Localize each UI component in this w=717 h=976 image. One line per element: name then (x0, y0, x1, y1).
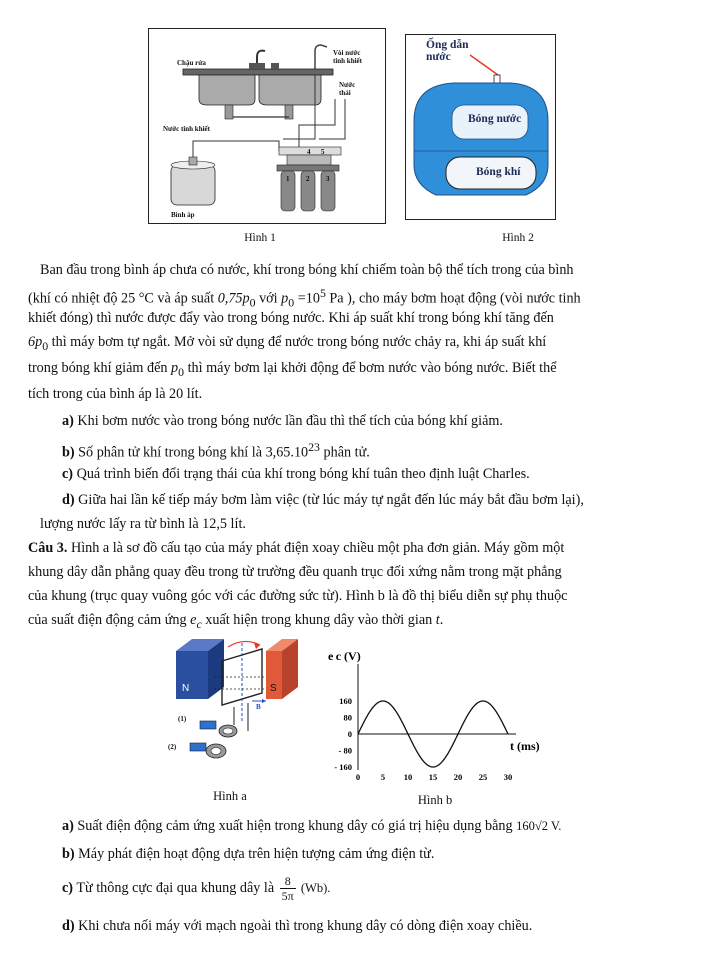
fraction-numerator: 8 (280, 874, 296, 889)
y-tick-label: - 160 (334, 762, 352, 772)
filter-number: 4 (307, 148, 311, 156)
paragraph-line: khiết đóng) thì nước được đẩy vào trong bóng nước. Khi áp suất khí trong bóng khí tăng đến (28, 310, 554, 326)
statement-3a (62, 818, 561, 835)
text-fragment: thì máy bơm tự ngắt. Mở vòi sử dụng để nước trong bóng nước chảy ra, khi áp suất khí (48, 334, 547, 350)
generator-diagram (168, 637, 310, 767)
figure-b-emf-chart (318, 649, 540, 790)
text-fragment: của suất điện động cảm ứng (28, 612, 191, 628)
x-tick-label: 30 (503, 772, 513, 782)
label-pressure-tank: Bình áp (171, 211, 195, 219)
statement-text: Từ thông cực đại qua khung dây là (73, 879, 278, 896)
statement-label: a) (62, 413, 74, 429)
label-pure-water: Nước tinh khiết (163, 125, 210, 133)
label-sink: Chậu rửa (177, 59, 206, 67)
math-t: t (435, 612, 440, 628)
math-value: 160√2 V. (516, 819, 562, 833)
text-fragment: trong bóng khí giảm đến (28, 360, 172, 376)
label-air-bag: Bóng khí (476, 166, 521, 178)
statement-c (62, 466, 530, 483)
text-fragment: (khí có nhiệt độ 25 °C và áp suất (28, 290, 218, 307)
statement-text: Số phân tử khí trong bóng khí là (74, 444, 266, 461)
filter-number: 3 (326, 175, 330, 183)
emf-chart-svg (318, 649, 540, 790)
statement-3b (62, 846, 434, 863)
x-tick-label: 15 (428, 772, 438, 782)
y-tick-label: 160 (339, 696, 352, 706)
caption-figure-1: Hình 1 (244, 232, 276, 244)
statement-text: Khi chưa nối máy với mạch ngoài thì trong khung dây có dòng điện xoay chiều. (74, 918, 533, 934)
caption-figure-2: Hình 2 (502, 232, 534, 244)
y-tick-label: 0 (347, 729, 352, 739)
figure-2-pressure-tank (405, 34, 556, 220)
filter-number: 2 (306, 175, 310, 183)
math-sub: c (196, 616, 202, 631)
math-p: 6p (28, 334, 43, 350)
statement-text: Giữa hai lần kế tiếp máy bơm làm việc (từ lúc máy tự ngắt đến lúc máy bắt đầu bơm lại), (74, 492, 584, 508)
statement-label: a) (62, 818, 74, 834)
figure-1-ro-system (148, 28, 386, 224)
statement-label: c) (62, 879, 74, 896)
x-tick-label: 5 (380, 772, 386, 782)
x-axis-label: t (ms) (510, 739, 540, 753)
statement-text: Quá trình biến đổi trạng thái của khí trong bóng khí tuân theo định luật Charles. (73, 466, 530, 482)
question-text: Hình a là sơ đồ cấu tạo của máy phát điện xoay chiều một pha đơn giản. Máy gồm một (67, 540, 565, 556)
question-label: Câu 3. (28, 540, 68, 556)
statement-a (62, 413, 503, 430)
text-fragment: xuất hiện trong khung dây vào thời gian (201, 612, 436, 628)
y-tick-label: - 80 (338, 745, 352, 756)
x-tick-label: 20 (453, 772, 463, 782)
label-ring-2: (2) (168, 743, 177, 751)
unit: (Wb). (297, 880, 331, 895)
statement-text: Suất điện động cảm ứng xuất hiện trong khung dây có giá trị hiệu dụng bằng (73, 818, 517, 834)
x-tick-label: 10 (403, 772, 413, 782)
math-p: p (281, 290, 289, 307)
statement-b (62, 440, 370, 462)
text-fragment: Pa ), cho máy bơm hoạt động (vòi nước tinh (325, 290, 581, 307)
statement-label: d) (62, 492, 75, 508)
statement-text: Máy phát điện hoạt động dựa trên hiện tượng cảm ứng điện từ. (74, 846, 435, 862)
math-e: e (190, 612, 197, 628)
caption-figure-b: Hình b (417, 793, 453, 807)
statement-label: b) (62, 846, 75, 862)
math-exponent: 23 (308, 440, 320, 454)
statement-text: phân tử. (319, 444, 370, 461)
statement-d-cont: lượng nước lấy ra từ bình là 12,5 lít. (40, 516, 246, 532)
label-waste-water: Nước thải (339, 81, 356, 97)
text-fragment: với (255, 290, 282, 307)
label-north-pole: N (182, 683, 190, 694)
question-3 (28, 540, 564, 557)
label-water-pipe: Ống dẫn nước (426, 39, 469, 63)
paragraph-line (28, 612, 443, 632)
label-field-b: B (256, 703, 261, 711)
math-p: p (171, 360, 179, 376)
statement-text: Khi bơm nước vào trong bóng nước lần đầu thì thể tích của bóng khí giảm. (73, 413, 503, 429)
statement-label: b) (62, 444, 75, 461)
math-value: 3,65.10 (265, 444, 309, 461)
label-pure-tap: Vòi nước tinh khiết (333, 49, 362, 65)
label-water-bag: Bóng nước (468, 113, 522, 125)
x-tick-label: 25 (478, 772, 488, 782)
text-fragment: . (439, 612, 444, 628)
text-fragment: thì máy bơm lại khởi động để bơm nước vào bóng nước. Biết thể (184, 360, 557, 376)
statement-3d (62, 918, 532, 935)
fraction (280, 874, 296, 903)
label-ring-1: (1) (178, 715, 187, 723)
paragraph-line: $6p_0$ thì máy bơm tự ngắt. Mở vòi sử dụng để nước trong bóng nước chảy ra, khi áp suất khí (28, 334, 547, 353)
paragraph-line: (khí có nhiệt độ 25 °C và áp suất $0,75p_0$ với $p_0 =10^5$ Pa ), cho máy bơm hoạt động (vòi nước tinh (28, 286, 581, 310)
fraction-denominator: 5π (281, 889, 294, 903)
figure-a-generator (168, 637, 310, 767)
math-p: 0,75p (217, 290, 250, 307)
paragraph-line: Ban đầu trong bình áp chưa có nước, khí trong bóng khí chiếm toàn bộ thể tích trong của bình (40, 262, 574, 278)
x-tick-label: 0 (355, 772, 361, 782)
label-south-pole: S (270, 683, 277, 694)
statement-label: d) (62, 918, 75, 934)
paragraph-line: khung dây dẫn phẳng quay đều trong từ trường đều quanh trục đối xứng nằm trong mặt phẳng (28, 564, 562, 580)
paragraph-line: của khung (trục quay vuông góc với các đường sức từ). Hình b là đồ thị biểu diễn sự phụ thuộc (28, 588, 568, 604)
filter-number: 1 (286, 175, 290, 183)
statement-3c (62, 874, 330, 903)
text-fragment: =10 (294, 290, 320, 307)
statement-d (62, 492, 584, 509)
paragraph-line: tích trong của bình áp là 20 lít. (28, 386, 203, 402)
caption-figure-a: Hình a (213, 789, 247, 803)
paragraph-line: trong bóng khí giảm đến $p_0$ thì máy bơm lại khởi động để bơm nước vào bóng nước. Biết thể (28, 360, 557, 379)
statement-label: c) (62, 466, 74, 482)
filter-number: 5 (321, 148, 325, 156)
y-axis-label: e c (V) (328, 649, 361, 663)
y-tick-label: 80 (343, 712, 352, 723)
